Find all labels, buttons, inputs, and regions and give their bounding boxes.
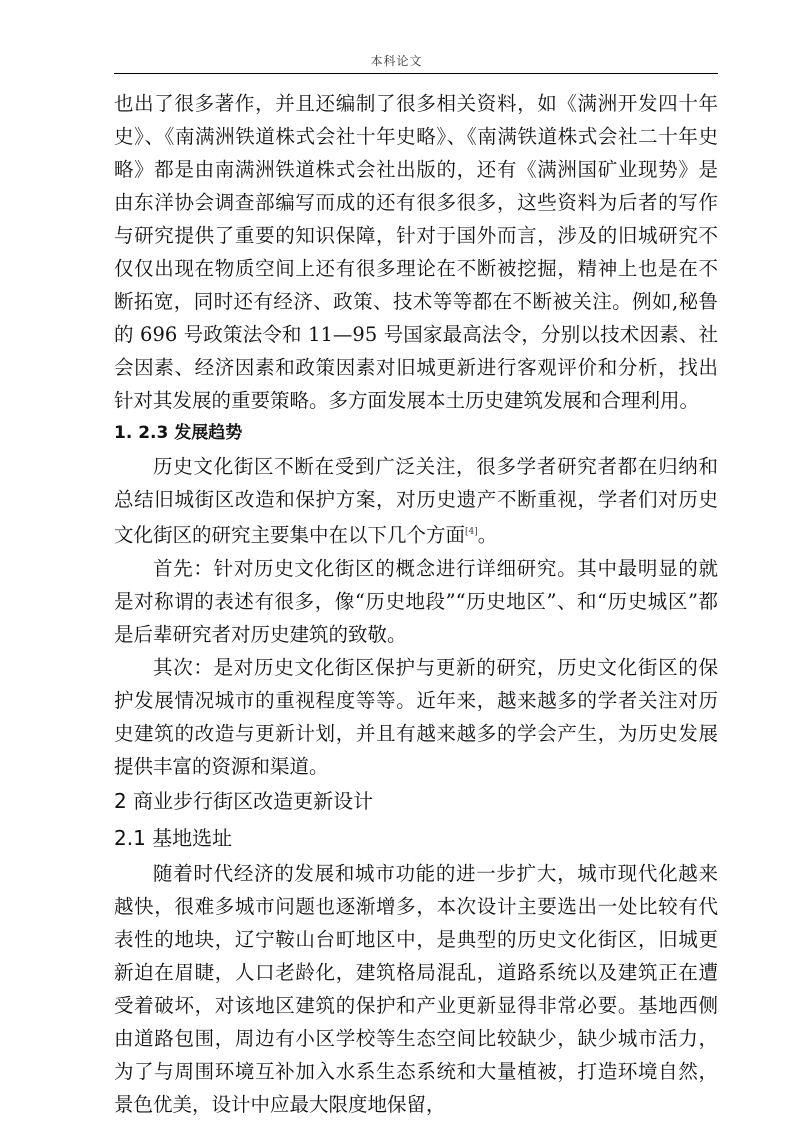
paragraph-second: 其次：是对历史文化街区保护与更新的研究，历史文化街区的保护发展情况城市的重视程度等等。近年来，越来越多的学者关注对历史建筑的改造与更新计划，并且有越来越多的学会产生，为历史发展提供丰富的资源和渠道。 bbox=[114, 655, 718, 778]
paragraph-site-selection: 随着时代经济的发展和城市功能的进一步扩大，城市现代化越来越快，很难多城市问题也逐渐增多，本次设计主要选出一处比较有代表性的地块，辽宁鞍山台町地区中，是典型的历史文化街区，旧城更新迫在眉睫，人口老龄化，建筑格局混乱，道路系统以及建筑正在遭受着破坏，对该地区建筑的保护和产业更新显得非常必要。基地西侧由道路包围，周边有小区学校等生态空间比较缺少，缺少城市活力，为了与周围环境互补加入水系生态系统和大量植被，打造环境自然，景色优美，设计中应最大限度地保留， bbox=[114, 861, 718, 1116]
paragraph-trends bbox=[114, 450, 718, 552]
subsection-heading-1-2-3: 1. 2.3 发展趋势 bbox=[114, 423, 243, 443]
citation-marker: [4] bbox=[465, 527, 478, 537]
header-divider bbox=[114, 73, 718, 74]
paragraph-intro: 也出了很多著作，并且还编制了很多相关资料，如《满洲开发四十年史》、《南满洲铁道株式会社十年史略》、《南满铁道株式会社二十年史略》都是由南满洲铁道株式会社出版的，还有《满洲国矿业现势》是由东洋协会调查部编写而成的还有很多很多，这些资料为后者的写作与研究提供了重要的知识保障，针对于国外而言，涉及的旧城研究不仅仅出现在物质空间上还有很多理论在不断被挖掘，精神上也是在不断拓宽，同时还有经济、政策、技术等等都在不断被关注。例如,秘鲁的 696 号政策法令和 11—95 号国家最高法令，分别以技术因素、社会因素、经济因素和政策因素对旧城更新进行客观评价和分析，找出针对其发展的重要策略。多方面发展本土历史建筑发展和合理利用。 bbox=[114, 92, 718, 412]
paragraph-trends-end: 。 bbox=[477, 523, 498, 547]
section-heading-2: 2 商业步行街区改造更新设计 bbox=[114, 788, 374, 813]
page-header-title: 本科论文 bbox=[370, 54, 423, 68]
subsection-heading-2-1: 2.1 基地选址 bbox=[114, 825, 233, 850]
document-body bbox=[114, 87, 718, 1121]
paragraph-first: 首先：针对历史文化街区的概念进行详细研究。其中最明显的就是对称谓的表述有很多，像“历史地段”“历史地区”、和“历史城区”都是后辈研究者对历史建筑的致敬。 bbox=[114, 556, 718, 646]
paragraph-trends-text: 历史文化街区不断在受到广泛关注，很多学者研究者都在归纳和总结旧城街区改造和保护方案，对历史遗产不断重视，学者们对历史文化街区的研究主要集中在以下几个方面 bbox=[114, 455, 718, 547]
